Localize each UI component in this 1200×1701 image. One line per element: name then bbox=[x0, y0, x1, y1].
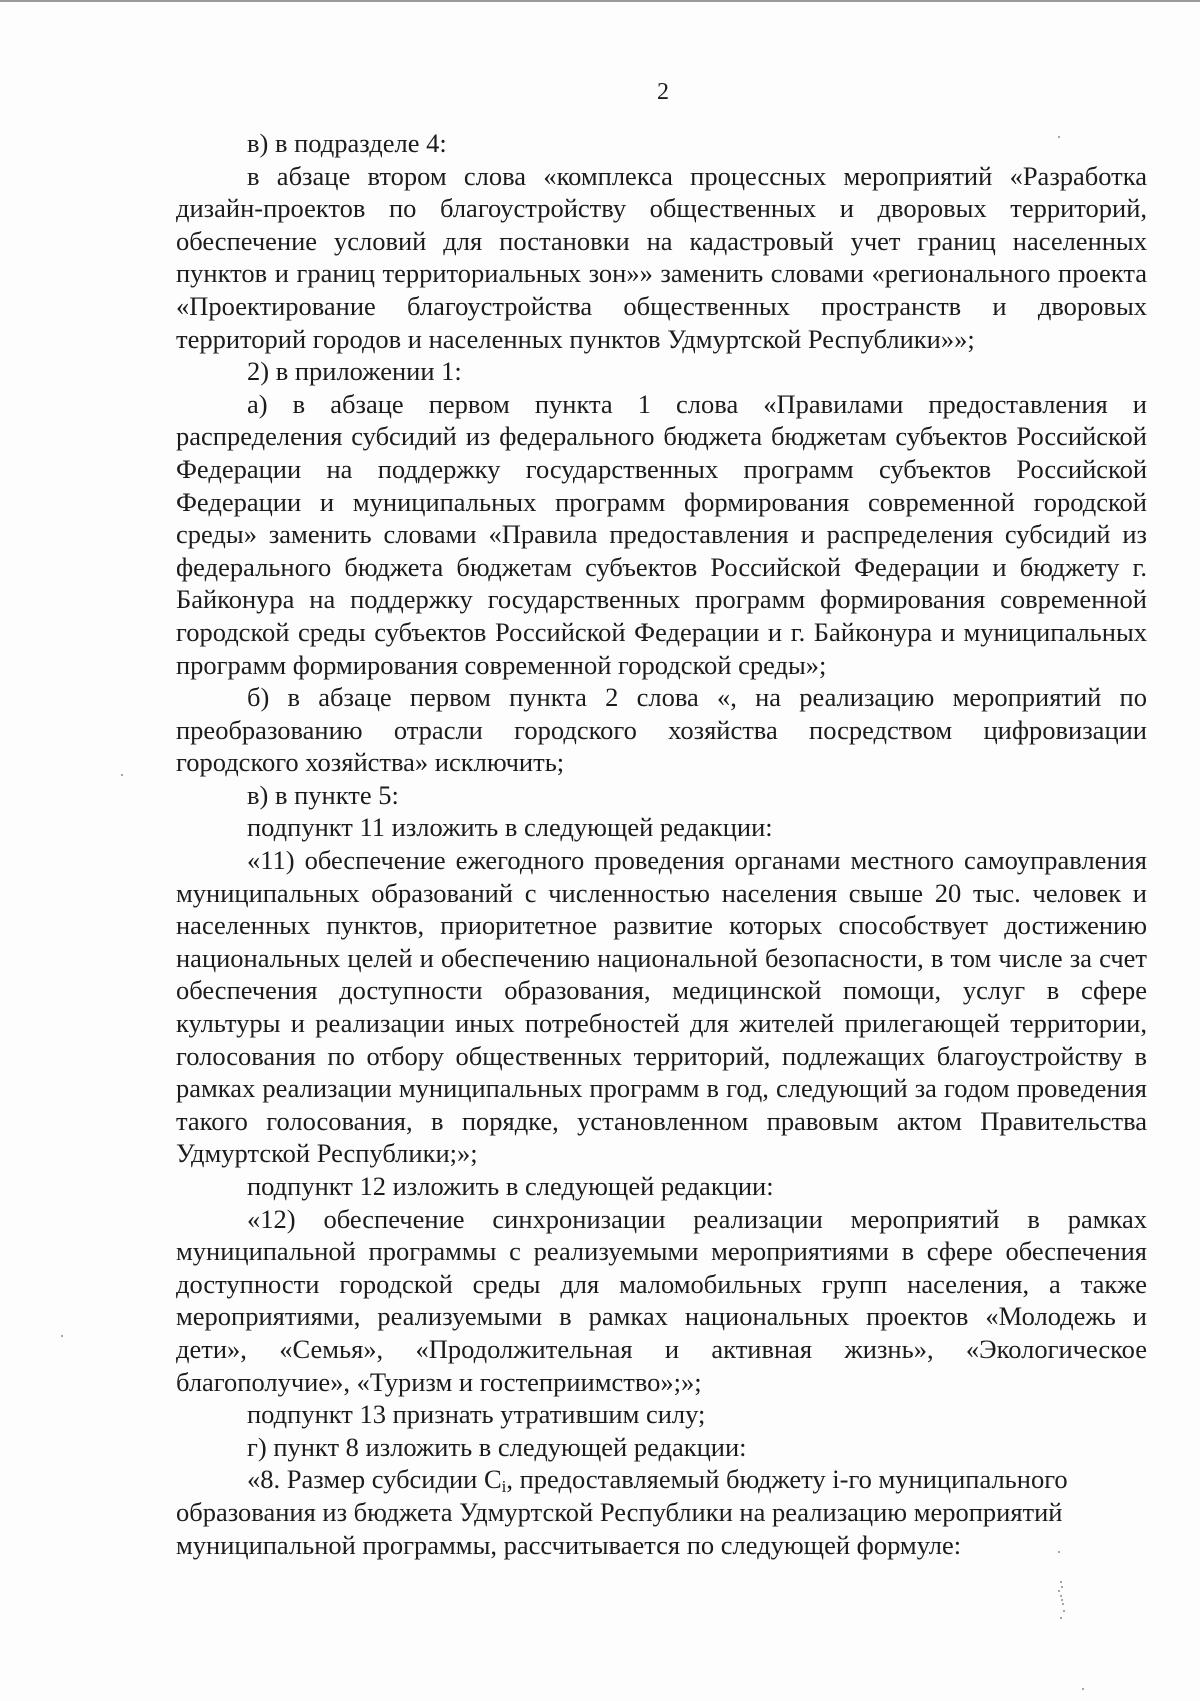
scan-speck bbox=[1060, 1617, 1062, 1619]
paragraph-subitem-11-text: «11) обеспечение ежегодного проведения органами местного самоуправления муниципальных образований с численностью населения свыше 20 тыс. человек и населенных пунктов, приоритетное развитие которых способствует достижению национальных целей и обеспечению национальной безопасности, в том числе за счет обеспечения доступности образования, медицинской помощи, услуг в сфере культуры и реализации иных потребностей для жителей прилегающей территории, голосования по отбору общественных территорий, подлежащих благоустройству в рамках реализации муниципальных программ в год, следующий за годом проведения такого голосования, в порядке, установленном правовым актом Правительства Удмуртской Республики;»; bbox=[176, 845, 1147, 1169]
scan-speck bbox=[1061, 1586, 1063, 1588]
scan-speck bbox=[1082, 1688, 1084, 1690]
paragraph-subsection-4: в) в подразделе 4: bbox=[247, 128, 447, 158]
scan-speck bbox=[1060, 1581, 1062, 1583]
paragraph-appendix-1: 2) в приложении 1: bbox=[247, 356, 462, 387]
scan-speck bbox=[121, 774, 123, 776]
scan-speck bbox=[1058, 136, 1060, 138]
scan-speck bbox=[1058, 1590, 1060, 1592]
page-number: 2 bbox=[657, 79, 669, 105]
scan-speck bbox=[1063, 1610, 1065, 1612]
paragraph-subitem-12-text: «12) обеспечение синхронизации реализации мероприятий в рамках муниципальной программы с реализуемыми мероприятиями в сфере обеспечения доступности городской среды для маломобильных групп населения, а также мероприятиями, реализуемыми в рамках национальных проектов «Молодежь и дети», «Семья», «Продолжительная и активная жизнь», «Экологическое благополучие», «Туризм и гостеприимство»;»; bbox=[176, 1203, 1147, 1397]
formula-text-after: , предоставляемый бюджету i-го муниципального образования из бюджета Удмуртской Республики на реализацию мероприятий муниципальной программы, рассчитывается по следующей формуле: bbox=[176, 1464, 1068, 1560]
scan-speck bbox=[1058, 1551, 1060, 1553]
paragraph-subitem-11-intro: подпункт 11 изложить в следующей редакции: bbox=[247, 812, 773, 843]
formula-text-before: «8. Размер субсидии С bbox=[247, 1464, 502, 1495]
scan-speck bbox=[1062, 1603, 1064, 1605]
page-top-edge bbox=[0, 0, 1200, 2]
subsidy-symbol-subscript: i bbox=[501, 1477, 507, 1497]
paragraph-item-v: в) в пункте 5: bbox=[247, 779, 399, 810]
paragraph-item-b: б) в абзаце первом пункта 2 слова «, на реализацию мероприятий по преобразованию отрасли городского хозяйства посредством цифровизации городского хозяйства» исключить; bbox=[176, 682, 1147, 778]
paragraph-subitem-12-intro: подпункт 12 изложить в следующей редакции: bbox=[247, 1171, 774, 1201]
paragraph-item-g: г) пункт 8 изложить в следующей редакции: bbox=[247, 1431, 747, 1462]
document-body bbox=[176, 127, 1147, 1561]
paragraph-item-a: а) в абзаце первом пункта 1 слова «Правилами предоставления и распределения субсидий из федерального бюджета бюджетам субъектов Российской Федерации на поддержку государственных программ субъектов Российской Федерации и муниципальных программ формирования современной городской среды» заменить словами «Правила предоставления и распределения субсидий из федерального бюджета бюджетам субъектов Российской Федерации и бюджету г. Байконура на поддержку государственных программ формирования современной городской среды субъектов Российской Федерации и г. Байконура и муниципальных программ формирования современной городской среды»; bbox=[176, 388, 1147, 680]
scan-speck bbox=[1061, 1599, 1063, 1601]
paragraph-abzac-second: в абзаце втором слова «комплекса процессных мероприятий «Разработка дизайн-проектов по благоустройству общественных и дворовых территорий, обеспечение условий для постановки на кадастровый учет границ населенных пунктов и границ территориальных зон»» заменить словами «регионального проекта «Проектирование благоустройства общественных пространств и дворовых территорий городов и населенных пунктов Удмуртской Республики»»; bbox=[176, 160, 1147, 354]
paragraph-subitem-13: подпункт 13 признать утратившим силу; bbox=[247, 1399, 706, 1430]
scan-speck bbox=[1060, 1595, 1062, 1597]
paragraph-subsidy-formula bbox=[176, 1463, 1147, 1561]
scan-speck bbox=[61, 1335, 63, 1337]
